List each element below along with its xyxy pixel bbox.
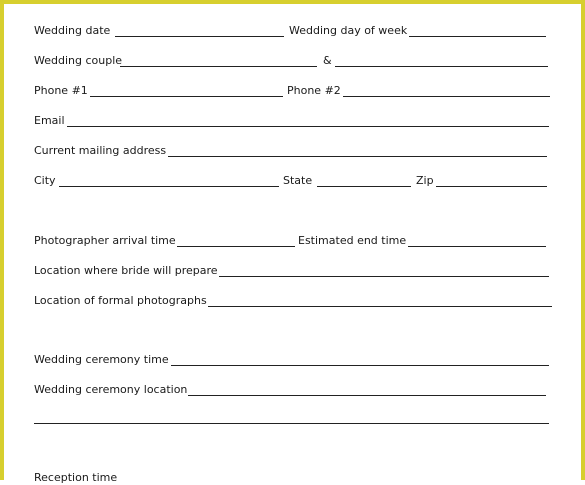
city-field[interactable]: [59, 186, 279, 187]
state-label: State: [283, 174, 313, 187]
row-reception-time: [34, 471, 554, 485]
row-arrival-end: [34, 234, 554, 248]
wedding-couple-field-1[interactable]: [120, 66, 317, 67]
wedding-day-of-week-field[interactable]: [409, 36, 546, 37]
phone2-field[interactable]: [343, 96, 550, 97]
row-wedding-couple: [34, 54, 554, 68]
ceremony-time-label: Wedding ceremony time: [34, 353, 169, 366]
row-ceremony-location: [34, 383, 554, 397]
state-field[interactable]: [317, 186, 411, 187]
phone1-field[interactable]: [90, 96, 283, 97]
row-bride-prepare: [34, 264, 554, 278]
end-time-field[interactable]: [408, 246, 546, 247]
ceremony-location-label: Wedding ceremony location: [34, 383, 188, 396]
wedding-day-of-week-label: Wedding day of week: [289, 24, 408, 37]
mailing-address-label: Current mailing address: [34, 144, 167, 157]
reception-time-label: Reception time: [34, 471, 118, 484]
phone2-label: Phone #2: [287, 84, 341, 97]
wedding-couple-label: Wedding couple: [34, 54, 123, 67]
city-label: City: [34, 174, 56, 187]
ceremony-location-field[interactable]: [188, 395, 546, 396]
email-label: Email: [34, 114, 65, 127]
row-email: [34, 114, 554, 128]
ceremony-location-field-2[interactable]: [34, 423, 549, 424]
zip-label: Zip: [416, 174, 434, 187]
formal-photos-field[interactable]: [208, 306, 552, 307]
arrival-time-label: Photographer arrival time: [34, 234, 176, 247]
bride-prepare-label: Location where bride will prepare: [34, 264, 218, 277]
arrival-time-field[interactable]: [177, 246, 295, 247]
row-phone: [34, 84, 554, 98]
formal-photos-label: Location of formal photographs: [34, 294, 207, 307]
row-wedding-date: [34, 24, 554, 38]
wedding-date-field[interactable]: [115, 36, 284, 37]
row-ceremony-time: [34, 353, 554, 367]
row-city-state-zip: [34, 174, 554, 188]
bride-prepare-field[interactable]: [219, 276, 549, 277]
phone1-label: Phone #1: [34, 84, 88, 97]
wedding-couple-field-2[interactable]: [335, 66, 548, 67]
end-time-label: Estimated end time: [298, 234, 407, 247]
ampersand-label: &: [323, 54, 332, 67]
row-mailing-address: [34, 144, 554, 158]
ceremony-time-field[interactable]: [171, 365, 549, 366]
row-ceremony-location-continued: [34, 411, 554, 425]
mailing-address-field[interactable]: [168, 156, 547, 157]
wedding-date-label: Wedding date: [34, 24, 111, 37]
email-field[interactable]: [67, 126, 549, 127]
row-formal-photos: [34, 294, 554, 308]
zip-field[interactable]: [436, 186, 547, 187]
